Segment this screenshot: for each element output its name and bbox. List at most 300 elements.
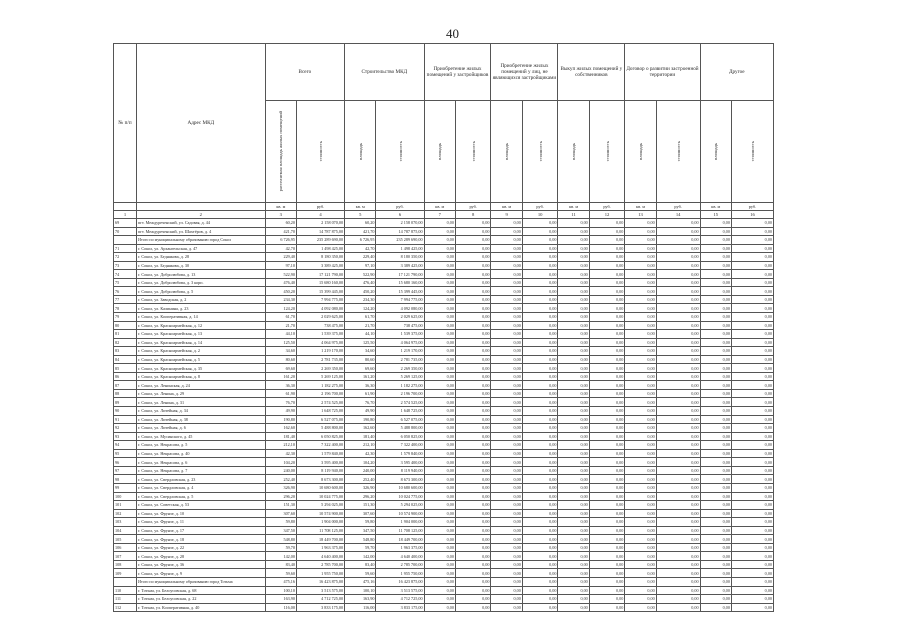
column-number-cell: 11 <box>558 211 589 219</box>
row-total-area: 61,70 <box>265 313 296 322</box>
row-zero-cost: 0,00 <box>731 475 773 484</box>
row-zero-area: 0,00 <box>625 398 656 407</box>
row-address: г. Сокол, ул. Фрунзе, д. 17 <box>137 526 266 535</box>
row-construction-area: 59,70 <box>345 543 376 552</box>
sub-header-label: площадь <box>638 142 643 161</box>
row-zero-cost: 0,00 <box>589 236 625 245</box>
row-zero-area: 0,00 <box>491 586 522 595</box>
row-zero-cost: 0,00 <box>522 449 558 458</box>
col-header-address: Адрес МКД <box>137 44 266 203</box>
row-zero-area: 0,00 <box>558 577 589 586</box>
row-number <box>114 236 137 245</box>
header-row-groups <box>114 44 774 101</box>
table-row <box>114 270 774 279</box>
row-total-cost: 10 574 900,00 <box>296 509 344 518</box>
row-zero-area: 0,00 <box>491 313 522 322</box>
row-zero-area: 0,00 <box>491 577 522 586</box>
row-zero-area: 0,00 <box>424 270 455 279</box>
col-header-purchase-non-developers: Приобретение жилых помещений у лиц, не являющихся застройщиками <box>491 44 558 101</box>
row-zero-cost: 0,00 <box>522 338 558 347</box>
row-zero-cost: 0,00 <box>522 586 558 595</box>
row-zero-area: 0,00 <box>558 449 589 458</box>
row-address: г. Тотьма, ул. Белоусовская, д. 22 <box>137 595 266 604</box>
row-construction-cost: 1 579 840,00 <box>376 449 424 458</box>
row-zero-area: 0,00 <box>625 227 656 236</box>
row-construction-area: 475,16 <box>345 577 376 586</box>
row-zero-cost: 0,00 <box>589 501 625 510</box>
units-row <box>114 203 774 211</box>
column-number-cell: 8 <box>455 211 491 219</box>
row-construction-cost: 7 322 400,00 <box>376 441 424 450</box>
row-number: 81 <box>114 330 137 339</box>
row-total-cost: 6 527 075,00 <box>296 415 344 424</box>
row-address: пгт. Междуреченский, ул. Садовая, д. 44 <box>137 219 266 228</box>
row-zero-cost: 0,00 <box>522 381 558 390</box>
row-construction-cost: 8 673 300,00 <box>376 475 424 484</box>
row-construction-area: 83,40 <box>345 560 376 569</box>
table-row <box>114 441 774 450</box>
row-construction-area: 34,60 <box>345 347 376 356</box>
row-zero-area: 0,00 <box>491 415 522 424</box>
row-zero-cost: 0,00 <box>731 313 773 322</box>
row-zero-area: 0,00 <box>491 270 522 279</box>
row-total-cost: 3 389 425,00 <box>296 261 344 270</box>
row-zero-area: 0,00 <box>625 560 656 569</box>
row-zero-area: 0,00 <box>491 552 522 561</box>
sub-header-cost <box>656 101 700 203</box>
row-zero-cost: 0,00 <box>522 330 558 339</box>
row-zero-area: 0,00 <box>700 278 731 287</box>
row-total-area: 450,20 <box>265 287 296 296</box>
row-zero-cost: 0,00 <box>731 244 773 253</box>
sub-header-label: стоимость <box>537 141 543 162</box>
row-zero-area: 0,00 <box>700 466 731 475</box>
row-zero-cost: 0,00 <box>455 304 491 313</box>
row-zero-cost: 0,00 <box>522 569 558 578</box>
row-number: 83 <box>114 347 137 356</box>
row-zero-cost: 0,00 <box>589 535 625 544</box>
row-zero-cost: 0,00 <box>455 424 491 433</box>
row-zero-cost: 0,00 <box>455 595 491 604</box>
table-row <box>114 569 774 578</box>
row-zero-cost: 0,00 <box>589 595 625 604</box>
row-zero-cost: 0,00 <box>731 595 773 604</box>
row-zero-area: 0,00 <box>424 261 455 270</box>
row-construction-cost: 16 423 875,00 <box>376 577 424 586</box>
row-zero-cost: 0,00 <box>656 364 700 373</box>
sub-header-area <box>345 101 376 203</box>
row-total-area: 44,10 <box>265 330 296 339</box>
row-construction-cost: 2 158 070,00 <box>376 219 424 228</box>
row-zero-cost: 0,00 <box>589 304 625 313</box>
row-zero-cost: 0,00 <box>589 432 625 441</box>
row-zero-cost: 0,00 <box>589 347 625 356</box>
row-zero-area: 0,00 <box>625 432 656 441</box>
row-number: 71 <box>114 244 137 253</box>
row-zero-area: 0,00 <box>700 347 731 356</box>
row-address: г. Сокол, ул. Некрасова, д. 6 <box>137 458 266 467</box>
row-zero-area: 0,00 <box>491 569 522 578</box>
row-zero-area: 0,00 <box>625 552 656 561</box>
row-zero-area: 0,00 <box>625 270 656 279</box>
row-construction-area: 49,90 <box>345 407 376 416</box>
row-zero-area: 0,00 <box>491 535 522 544</box>
row-zero-cost: 0,00 <box>522 313 558 322</box>
row-zero-cost: 0,00 <box>656 287 700 296</box>
row-zero-cost: 0,00 <box>656 595 700 604</box>
row-zero-cost: 0,00 <box>522 364 558 373</box>
row-zero-area: 0,00 <box>424 577 455 586</box>
sub-header-area <box>491 101 522 203</box>
row-construction-cost: 1 955 750,00 <box>376 569 424 578</box>
row-zero-cost: 0,00 <box>731 278 773 287</box>
row-zero-area: 0,00 <box>700 287 731 296</box>
row-zero-area: 0,00 <box>625 466 656 475</box>
row-zero-cost: 0,00 <box>731 389 773 398</box>
row-zero-cost: 0,00 <box>731 509 773 518</box>
row-construction-area: 151,30 <box>345 501 376 510</box>
row-construction-cost: 2 574 525,00 <box>376 398 424 407</box>
row-zero-cost: 0,00 <box>589 364 625 373</box>
row-zero-cost: 0,00 <box>656 330 700 339</box>
table-row <box>114 261 774 270</box>
row-zero-area: 0,00 <box>424 466 455 475</box>
row-construction-area: 142,00 <box>345 552 376 561</box>
row-zero-cost: 0,00 <box>522 304 558 313</box>
row-number: 84 <box>114 355 137 364</box>
row-zero-cost: 0,00 <box>731 552 773 561</box>
col-header-total: Всего <box>265 44 344 101</box>
row-number: 73 <box>114 261 137 270</box>
row-zero-cost: 0,00 <box>589 389 625 398</box>
row-total-area: 42,70 <box>265 244 296 253</box>
row-zero-area: 0,00 <box>558 518 589 527</box>
row-zero-area: 0,00 <box>700 253 731 262</box>
row-zero-cost: 0,00 <box>731 577 773 586</box>
row-zero-cost: 0,00 <box>589 449 625 458</box>
row-total-area: 59,80 <box>265 518 296 527</box>
row-zero-cost: 0,00 <box>522 543 558 552</box>
table-row <box>114 603 774 612</box>
row-zero-area: 0,00 <box>700 475 731 484</box>
row-zero-area: 0,00 <box>558 424 589 433</box>
row-zero-cost: 0,00 <box>455 603 491 612</box>
row-zero-cost: 0,00 <box>455 560 491 569</box>
row-zero-cost: 0,00 <box>455 261 491 270</box>
row-total-cost: 6 050 825,00 <box>296 432 344 441</box>
table-row <box>114 449 774 458</box>
row-zero-cost: 0,00 <box>731 535 773 544</box>
row-zero-area: 0,00 <box>558 287 589 296</box>
row-zero-cost: 0,00 <box>656 560 700 569</box>
row-zero-cost: 0,00 <box>589 253 625 262</box>
row-zero-area: 0,00 <box>424 595 455 604</box>
row-zero-cost: 0,00 <box>455 535 491 544</box>
row-zero-area: 0,00 <box>424 543 455 552</box>
row-zero-area: 0,00 <box>424 253 455 262</box>
row-zero-area: 0,00 <box>491 219 522 228</box>
row-total-cost: 8 673 300,00 <box>296 475 344 484</box>
row-zero-cost: 0,00 <box>455 509 491 518</box>
row-zero-area: 0,00 <box>625 475 656 484</box>
row-zero-cost: 0,00 <box>522 398 558 407</box>
row-zero-cost: 0,00 <box>522 535 558 544</box>
table-row <box>114 595 774 604</box>
col-header-compensation: Договор о развитии застроенной территории <box>625 44 700 101</box>
row-zero-area: 0,00 <box>491 372 522 381</box>
row-construction-cost: 14 787 875,00 <box>376 227 424 236</box>
row-zero-cost: 0,00 <box>589 270 625 279</box>
row-number: 102 <box>114 509 137 518</box>
row-zero-cost: 0,00 <box>522 458 558 467</box>
row-construction-area: 234,30 <box>345 295 376 304</box>
row-zero-cost: 0,00 <box>656 535 700 544</box>
row-zero-cost: 0,00 <box>589 338 625 347</box>
row-zero-area: 0,00 <box>558 407 589 416</box>
row-number: 100 <box>114 492 137 501</box>
row-zero-cost: 0,00 <box>455 398 491 407</box>
row-zero-area: 0,00 <box>700 560 731 569</box>
row-zero-cost: 0,00 <box>589 407 625 416</box>
row-zero-cost: 0,00 <box>589 492 625 501</box>
row-total-area: 76,70 <box>265 398 296 407</box>
row-construction-area: 450,20 <box>345 287 376 296</box>
row-zero-cost: 0,00 <box>589 313 625 322</box>
row-zero-area: 0,00 <box>491 501 522 510</box>
row-zero-area: 0,00 <box>700 501 731 510</box>
row-zero-cost: 0,00 <box>731 492 773 501</box>
row-address: г. Сокол, ул. Красноармейская, д. 35 <box>137 364 266 373</box>
row-zero-cost: 0,00 <box>731 253 773 262</box>
row-construction-area: 162,60 <box>345 424 376 433</box>
row-zero-area: 0,00 <box>491 526 522 535</box>
unit-cell <box>137 203 266 211</box>
row-zero-area: 0,00 <box>491 432 522 441</box>
row-zero-cost: 0,00 <box>731 372 773 381</box>
row-zero-area: 0,00 <box>491 449 522 458</box>
row-construction-cost: 8 119 940,00 <box>376 466 424 475</box>
row-zero-area: 0,00 <box>558 483 589 492</box>
row-zero-area: 0,00 <box>424 424 455 433</box>
row-zero-area: 0,00 <box>558 372 589 381</box>
row-zero-area: 0,00 <box>700 526 731 535</box>
row-address: г. Сокол, ул. Архангельская, д. 47 <box>137 244 266 253</box>
row-total-cost: 4 712 725,00 <box>296 595 344 604</box>
row-zero-cost: 0,00 <box>589 321 625 330</box>
row-zero-area: 0,00 <box>491 389 522 398</box>
row-zero-area: 0,00 <box>558 432 589 441</box>
row-zero-cost: 0,00 <box>731 569 773 578</box>
table-row <box>114 347 774 356</box>
row-address: г. Сокол, ул. Свердловская, д. 5 <box>137 492 266 501</box>
row-zero-area: 0,00 <box>625 458 656 467</box>
table-row <box>114 475 774 484</box>
row-construction-area: 42,70 <box>345 244 376 253</box>
row-zero-area: 0,00 <box>424 227 455 236</box>
row-zero-cost: 0,00 <box>455 483 491 492</box>
row-zero-area: 0,00 <box>625 355 656 364</box>
row-zero-area: 0,00 <box>700 261 731 270</box>
row-zero-area: 0,00 <box>424 244 455 253</box>
row-zero-area: 0,00 <box>491 441 522 450</box>
column-number-cell: 3 <box>265 211 296 219</box>
row-construction-cost: 5 294 025,00 <box>376 501 424 510</box>
row-total-area: 49,90 <box>265 407 296 416</box>
row-address: г. Сокол, ул. Фрунзе, д. 11 <box>137 518 266 527</box>
row-construction-area: 548,80 <box>345 535 376 544</box>
row-total-cost: 2 781 735,00 <box>296 355 344 364</box>
row-zero-area: 0,00 <box>625 295 656 304</box>
row-zero-area: 0,00 <box>700 458 731 467</box>
sub-header-cost <box>731 101 773 203</box>
row-zero-cost: 0,00 <box>731 603 773 612</box>
column-number-cell: 16 <box>731 211 773 219</box>
row-total-cost: 16 423 875,00 <box>296 577 344 586</box>
row-zero-cost: 0,00 <box>656 407 700 416</box>
row-number: 95 <box>114 449 137 458</box>
row-zero-cost: 0,00 <box>589 415 625 424</box>
row-construction-cost: 6 527 075,00 <box>376 415 424 424</box>
row-zero-cost: 0,00 <box>589 466 625 475</box>
row-zero-area: 0,00 <box>700 244 731 253</box>
row-construction-area: 100,10 <box>345 586 376 595</box>
row-zero-area: 0,00 <box>424 492 455 501</box>
row-zero-cost: 0,00 <box>656 526 700 535</box>
row-zero-cost: 0,00 <box>522 509 558 518</box>
row-zero-area: 0,00 <box>491 424 522 433</box>
table-row <box>114 518 774 527</box>
row-zero-area: 0,00 <box>558 586 589 595</box>
row-address: г. Сокол, ул. Красноармейская, д. 2 <box>137 347 266 356</box>
row-zero-cost: 0,00 <box>656 483 700 492</box>
row-zero-cost: 0,00 <box>731 543 773 552</box>
row-zero-area: 0,00 <box>700 535 731 544</box>
row-construction-cost: 1 182 275,00 <box>376 381 424 390</box>
row-zero-area: 0,00 <box>424 321 455 330</box>
row-number <box>114 577 137 586</box>
table-row <box>114 398 774 407</box>
row-construction-area: 421,70 <box>345 227 376 236</box>
row-zero-area: 0,00 <box>625 535 656 544</box>
row-zero-cost: 0,00 <box>455 321 491 330</box>
page-number: 40 <box>446 26 459 41</box>
row-zero-area: 0,00 <box>700 355 731 364</box>
row-address: г. Сокол, ул. Добролюбова, д. 13 <box>137 270 266 279</box>
row-total-area: 212,10 <box>265 441 296 450</box>
row-number: 107 <box>114 552 137 561</box>
row-zero-cost: 0,00 <box>589 219 625 228</box>
row-zero-area: 0,00 <box>700 449 731 458</box>
row-zero-area: 0,00 <box>558 543 589 552</box>
row-total-cost: 1 182 275,00 <box>296 381 344 390</box>
unit-cell: кв. м <box>625 203 656 211</box>
row-construction-area: 181,40 <box>345 432 376 441</box>
row-number: 96 <box>114 458 137 467</box>
row-number: 86 <box>114 372 137 381</box>
row-zero-area: 0,00 <box>491 518 522 527</box>
row-zero-area: 0,00 <box>558 330 589 339</box>
column-numbers-row <box>114 211 774 219</box>
table-row <box>114 381 774 390</box>
row-total-cost: 4 092 080,00 <box>296 304 344 313</box>
row-construction-cost: 1 539 375,00 <box>376 330 424 339</box>
row-construction-cost: 4 064 975,00 <box>376 338 424 347</box>
row-zero-cost: 0,00 <box>589 278 625 287</box>
row-zero-cost: 0,00 <box>656 227 700 236</box>
row-zero-cost: 0,00 <box>522 227 558 236</box>
table-row <box>114 407 774 416</box>
row-construction-cost: 18 449 700,00 <box>376 535 424 544</box>
row-number: 88 <box>114 389 137 398</box>
row-number: 108 <box>114 560 137 569</box>
table-row <box>114 355 774 364</box>
row-zero-area: 0,00 <box>625 569 656 578</box>
row-total-cost: 8 180 350,00 <box>296 253 344 262</box>
row-zero-cost: 0,00 <box>589 603 625 612</box>
row-total-cost: 2 785 700,00 <box>296 560 344 569</box>
row-total-area: 42,30 <box>265 449 296 458</box>
row-total-area: 161,20 <box>265 372 296 381</box>
row-number: 103 <box>114 518 137 527</box>
row-zero-area: 0,00 <box>491 338 522 347</box>
row-zero-area: 0,00 <box>491 278 522 287</box>
row-total-area: 83,40 <box>265 560 296 569</box>
row-zero-area: 0,00 <box>424 449 455 458</box>
row-construction-cost: 4 712 725,00 <box>376 595 424 604</box>
unit-cell: руб. <box>731 203 773 211</box>
row-zero-cost: 0,00 <box>731 441 773 450</box>
row-number: 77 <box>114 295 137 304</box>
row-zero-area: 0,00 <box>491 509 522 518</box>
row-zero-cost: 0,00 <box>455 270 491 279</box>
row-zero-cost: 0,00 <box>731 330 773 339</box>
col-header-other: Другое <box>700 44 773 101</box>
row-zero-area: 0,00 <box>558 398 589 407</box>
row-zero-cost: 0,00 <box>522 475 558 484</box>
row-total-cost: 2 158 070,00 <box>296 219 344 228</box>
row-zero-cost: 0,00 <box>455 372 491 381</box>
row-zero-area: 0,00 <box>424 372 455 381</box>
row-zero-cost: 0,00 <box>522 483 558 492</box>
row-zero-area: 0,00 <box>558 261 589 270</box>
row-address: г. Сокол, ул. Ленина, д. 31 <box>137 398 266 407</box>
row-zero-area: 0,00 <box>424 526 455 535</box>
row-zero-cost: 0,00 <box>455 287 491 296</box>
row-zero-cost: 0,00 <box>656 492 700 501</box>
row-total-area: 124,20 <box>265 304 296 313</box>
row-zero-area: 0,00 <box>558 338 589 347</box>
row-zero-cost: 0,00 <box>731 501 773 510</box>
row-address: г. Сокол, ул. Фрунзе, д. 18 <box>137 535 266 544</box>
row-zero-area: 0,00 <box>491 364 522 373</box>
row-construction-cost: 2 269 350,00 <box>376 364 424 373</box>
row-zero-area: 0,00 <box>491 458 522 467</box>
row-zero-cost: 0,00 <box>522 407 558 416</box>
table-row <box>114 287 774 296</box>
row-total-area: 69,60 <box>265 364 296 373</box>
row-zero-area: 0,00 <box>700 381 731 390</box>
row-construction-cost: 15 680 160,00 <box>376 278 424 287</box>
row-zero-area: 0,00 <box>491 227 522 236</box>
row-construction-area: 163,90 <box>345 595 376 604</box>
row-total-area: 36,30 <box>265 381 296 390</box>
row-zero-cost: 0,00 <box>731 338 773 347</box>
row-zero-cost: 0,00 <box>589 543 625 552</box>
row-zero-area: 0,00 <box>700 492 731 501</box>
row-zero-cost: 0,00 <box>731 381 773 390</box>
row-zero-cost: 0,00 <box>455 543 491 552</box>
row-address: г. Сокол, ул. Литейная, д. 38 <box>137 415 266 424</box>
